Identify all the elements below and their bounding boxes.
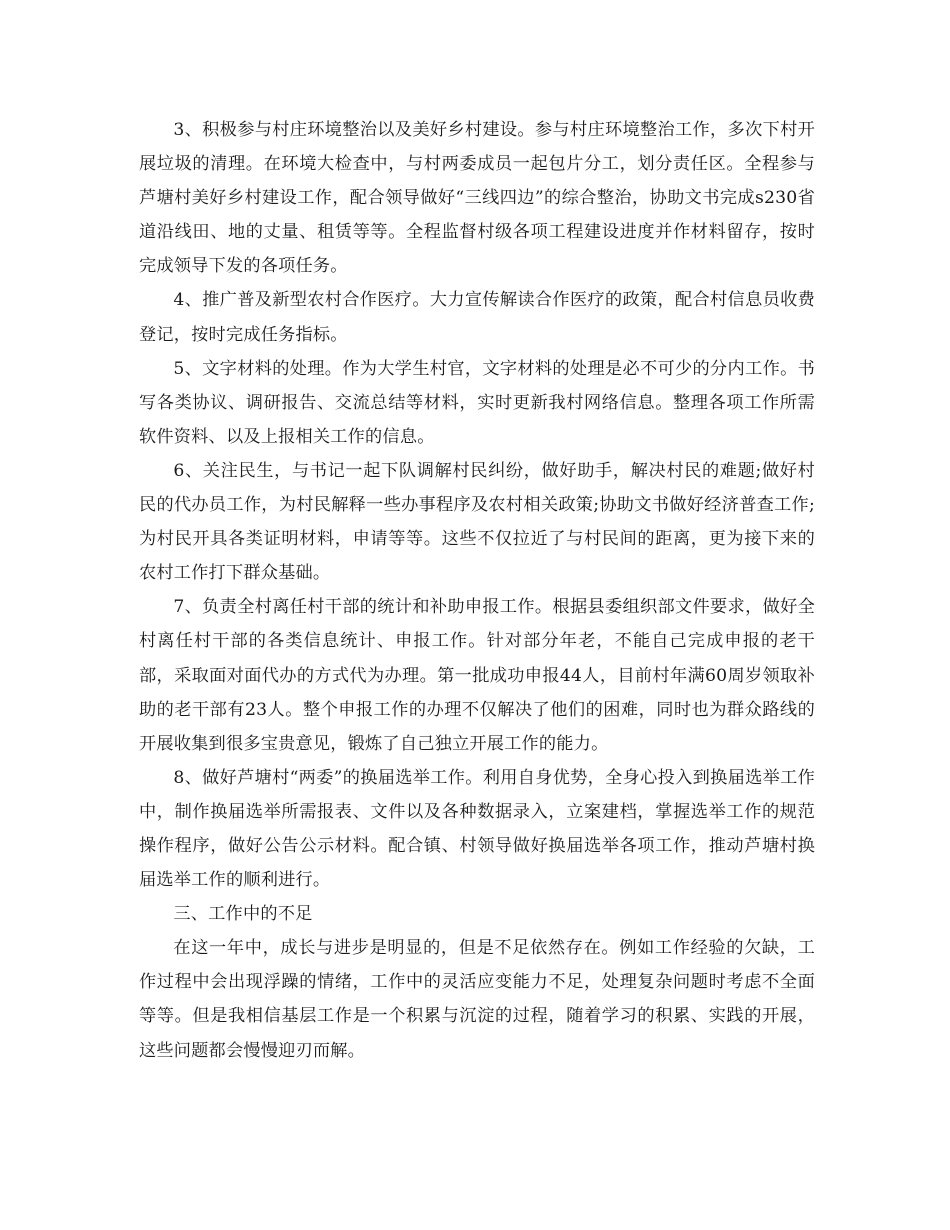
paragraph-shortcomings: 在这一年中，成长与进步是明显的，但是不足依然存在。例如工作经验的欠缺，工作过程中会出现浮躁的情绪，工作中的灵活应变能力不足，处理复杂问题时考虑不全面等等。但是我相信基层工作是一个积累与沉淀的过程，随着学习的积累、实践的开展，这些问题都会慢慢迎刃而解。 [139, 938, 815, 1061]
section-heading-shortcomings: 三、工作中的不足 [173, 904, 313, 925]
paragraph-item-6: 6、关注民生，与书记一起下队调解村民纠纷，做好助手，解决村民的难题;做好村民的代办员工作，为村民解释一些办事程序及农村相关政策;协助文书做好经济普查工作;为村民开具各类证明材料，申请等等。这些不仅拉近了与村民间的距离，更为接下来的农村工作打下群众基础。 [139, 460, 815, 584]
document-body [139, 113, 815, 1068]
paragraph-item-5: 5、文字材料的处理。作为大学生村官，文字材料的处理是必不可少的分内工作。书写各类协议、调研报告、交流总结等材料，实时更新我村网络信息。整理各项工作所需软件资料、以及上报相关工作的信息。 [139, 358, 815, 447]
paragraph-item-3: 3、积极参与村庄环境整治以及美好乡村建设。参与村庄环境整治工作，多次下村开展垃圾的清理。在环境大检查中，与村两委成员一起包片分工，划分责任区。全程参与芦塘村美好乡村建设工作，配合领导做好“三线四边”的综合整治，协助文书完成s230省道沿线田、地的丈量、租赁等等。全程监督村级各项工程建设进度并作材料留存，按时完成领导下发的各项任务。 [139, 120, 815, 277]
paragraph-item-4: 4、推广普及新型农村合作医疗。大力宣传解读合作医疗的政策，配合村信息员收费登记，按时完成任务指标。 [139, 290, 815, 345]
paragraph-item-7: 7、负责全村离任村干部的统计和补助申报工作。根据县委组织部文件要求，做好全村离任村干部的各类信息统计、申报工作。针对部分年老，不能自己完成申报的老干部，采取面对面代办的方式代为办理。第一批成功申报44人，目前村年满60周岁领取补助的老干部有23人。整个申报工作的办理不仅解决了他们的困难，同时也为群众路线的开展收集到很多宝贵意见，锻炼了自己独立开展工作的能力。 [139, 597, 815, 754]
paragraph-item-8: 8、做好芦塘村“两委”的换届选举工作。利用自身优势，全身心投入到换届选举工作中，制作换届选举所需报表、文件以及各种数据录入，立案建档，掌握选举工作的规范操作程序，做好公告公示材料。配合镇、村领导做好换届选举各项工作，推动芦塘村换届选举工作的顺利进行。 [139, 767, 815, 891]
